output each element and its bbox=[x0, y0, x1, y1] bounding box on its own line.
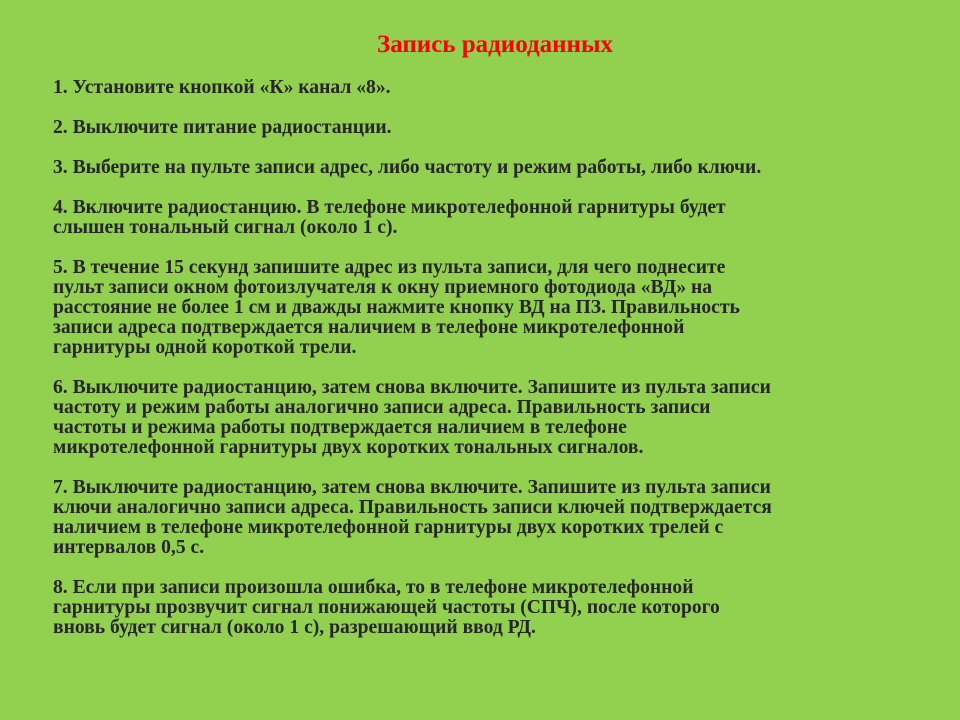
step-text-line: пульт записи окном фотоизлучателя к окну приемного фотодиода «ВД» на bbox=[53, 277, 713, 298]
instruction-step bbox=[53, 78, 948, 98]
step-text-line: частоты и режима работы подтверждается наличием в телефоне bbox=[53, 417, 627, 438]
step-text-line: наличием в телефоне микротелефонной гарнитуры двух коротких трелей с bbox=[53, 517, 724, 538]
step-text-line: ключи аналогично записи адреса. Правильность записи ключей подтверждается bbox=[53, 497, 772, 518]
instruction-step bbox=[53, 118, 948, 138]
step-text-line: 5. В течение 15 секунд запишите адрес из пульта записи, для чего поднесите bbox=[53, 257, 726, 278]
step-text-line: 2. Выключите питание радиостанции. bbox=[53, 117, 392, 138]
step-text-line: расстояние не более 1 см и дважды нажмите кнопку ВД на ПЗ. Правильность bbox=[53, 297, 740, 318]
step-text-line: микротелефонной гарнитуры двух коротких тональных сигналов. bbox=[53, 437, 644, 458]
step-text-line: 3. Выберите на пульте записи адрес, либо частоту и режим работы, либо ключи. bbox=[53, 157, 762, 178]
instruction-step bbox=[53, 478, 948, 558]
step-text-line: интервалов 0,5 с. bbox=[53, 537, 205, 558]
instruction-step bbox=[53, 578, 948, 638]
step-text-line: частоту и режим работы аналогично записи адреса. Правильность записи bbox=[53, 397, 711, 418]
instruction-step bbox=[53, 378, 948, 458]
step-text-line: вновь будет сигнал (около 1 с), разрешающий ввод РД. bbox=[53, 617, 536, 638]
slide-title: Запись радиоданных bbox=[377, 31, 613, 58]
instruction-step bbox=[53, 198, 948, 238]
step-text-line: 1. Установите кнопкой «К» канал «8». bbox=[53, 77, 391, 98]
step-text-line: 6. Выключите радиостанцию, затем снова включите. Запишите из пульта записи bbox=[53, 377, 771, 398]
instruction-step bbox=[53, 258, 948, 358]
step-text-line: 4. Включите радиостанцию. В телефоне микротелефонной гарнитуры будет bbox=[53, 197, 726, 218]
step-text-line: слышен тональный сигнал (около 1 с). bbox=[53, 217, 398, 238]
step-text-line: 7. Выключите радиостанцию, затем снова включите. Запишите из пульта записи bbox=[53, 477, 771, 498]
instruction-step bbox=[53, 158, 948, 178]
step-text-line: записи адреса подтверждается наличием в телефоне микротелефонной bbox=[53, 317, 685, 338]
step-text-line: 8. Если при записи произошла ошибка, то в телефоне микротелефонной bbox=[53, 577, 694, 598]
instruction-list bbox=[53, 78, 948, 658]
step-text-line: гарнитуры прозвучит сигнал понижающей частоты (СПЧ), после которого bbox=[53, 597, 720, 618]
step-text-line: гарнитуры одной короткой трели. bbox=[53, 337, 357, 358]
